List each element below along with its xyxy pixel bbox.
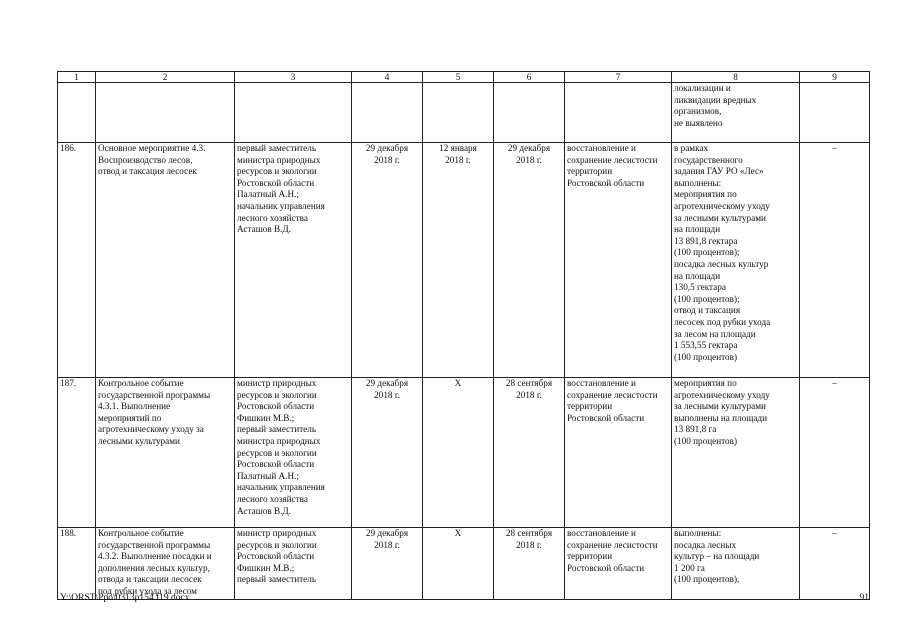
event-name: Основное мероприятие 4.3. Воспроизводство лесов, отвод и таксация лесосек <box>96 143 235 378</box>
plan-date: 29 декабря 2018 г. <box>352 528 423 600</box>
responsible: министр природных ресурсов и экологии Ростовской области Фишкин М.В.; первый заместитель <box>235 528 352 600</box>
col-header-9: 9 <box>800 72 870 83</box>
col-header-1: 1 <box>58 72 96 83</box>
expected-result: восстановление и сохранение лесистости территории Ростовской области <box>565 143 672 378</box>
expected-result <box>565 83 672 143</box>
end-date: 28 сентября 2018 г. <box>494 528 565 600</box>
table-row <box>58 83 870 143</box>
table-row <box>58 528 870 600</box>
footer-file-path: Y:\ORST\Ppo\0313p154.f19.docx <box>60 593 190 603</box>
col-header-6: 6 <box>494 72 565 83</box>
event-name: Контрольное событие государственной программы 4.3.2. Выполнение посадки и дополнения лесных культур, отвода и таксации лесосек под рубки ухода за лесом <box>96 528 235 600</box>
row-number <box>58 83 96 143</box>
column-number-row <box>58 72 870 83</box>
expected-result: восстановление и сохранение лесистости территории Ростовской области <box>565 378 672 528</box>
col-header-4: 4 <box>352 72 423 83</box>
col-header-8: 8 <box>672 72 800 83</box>
table-row <box>58 143 870 378</box>
start-date: Х <box>423 528 494 600</box>
col-header-3: 3 <box>235 72 352 83</box>
start-date: 12 января 2018 г. <box>423 143 494 378</box>
col-header-7: 7 <box>565 72 672 83</box>
plan-date <box>352 83 423 143</box>
plan-date: 29 декабря 2018 г. <box>352 378 423 528</box>
row-number: 187. <box>58 378 96 528</box>
end-date: 29 декабря 2018 г. <box>494 143 565 378</box>
plan-date: 29 декабря 2018 г. <box>352 143 423 378</box>
actual-result: мероприятия по агротехническому уходу за лесными культурами выполнены на площади 13 891,8 га (100 процентов) <box>672 378 800 528</box>
note: – <box>800 528 870 600</box>
row-number: 186. <box>58 143 96 378</box>
page-number: 91 <box>859 593 869 603</box>
end-date: 28 сентября 2018 г. <box>494 378 565 528</box>
report-table <box>57 71 870 600</box>
start-date <box>423 83 494 143</box>
col-header-2: 2 <box>96 72 235 83</box>
actual-result: в рамках государственного задания ГАУ РО «Лес» выполнены: мероприятия по агротехническому уходу за лесными культурами на площади 13 891,8 гектара (100 процентов); посадка лесных культур на площади 130,5 гектара (100 процентов); отвод и таксация лесосек под рубки ухода за лесом на площади 1 553,55 гектара (100 процентов) <box>672 143 800 378</box>
start-date: Х <box>423 378 494 528</box>
end-date <box>494 83 565 143</box>
row-number: 188. <box>58 528 96 600</box>
event-name <box>96 83 235 143</box>
col-header-5: 5 <box>423 72 494 83</box>
table-row <box>58 378 870 528</box>
note: – <box>800 143 870 378</box>
actual-result: локализации и ликвидации вредных организмов, не выявлено <box>672 83 800 143</box>
responsible <box>235 83 352 143</box>
responsible: первый заместитель министра природных ресурсов и экологии Ростовской области Палатный А.Н.; начальник управления лесного хозяйства Асташов В.Д. <box>235 143 352 378</box>
note: – <box>800 378 870 528</box>
note <box>800 83 870 143</box>
responsible: министр природных ресурсов и экологии Ростовской области Фишкин М.В.; первый заместитель министра природных ресурсов и экологии Ростовской области Палатный А.Н.; начальник управления лесного хозяйства Асташов В.Д. <box>235 378 352 528</box>
event-name: Контрольное событие государственной программы 4.3.1. Выполнение мероприятий по агротехническому уходу за лесными культурами <box>96 378 235 528</box>
expected-result: восстановление и сохранение лесистости территории Ростовской области <box>565 528 672 600</box>
actual-result: выполнены: посадка лесных культур – на площади 1 200 га (100 процентов), <box>672 528 800 600</box>
